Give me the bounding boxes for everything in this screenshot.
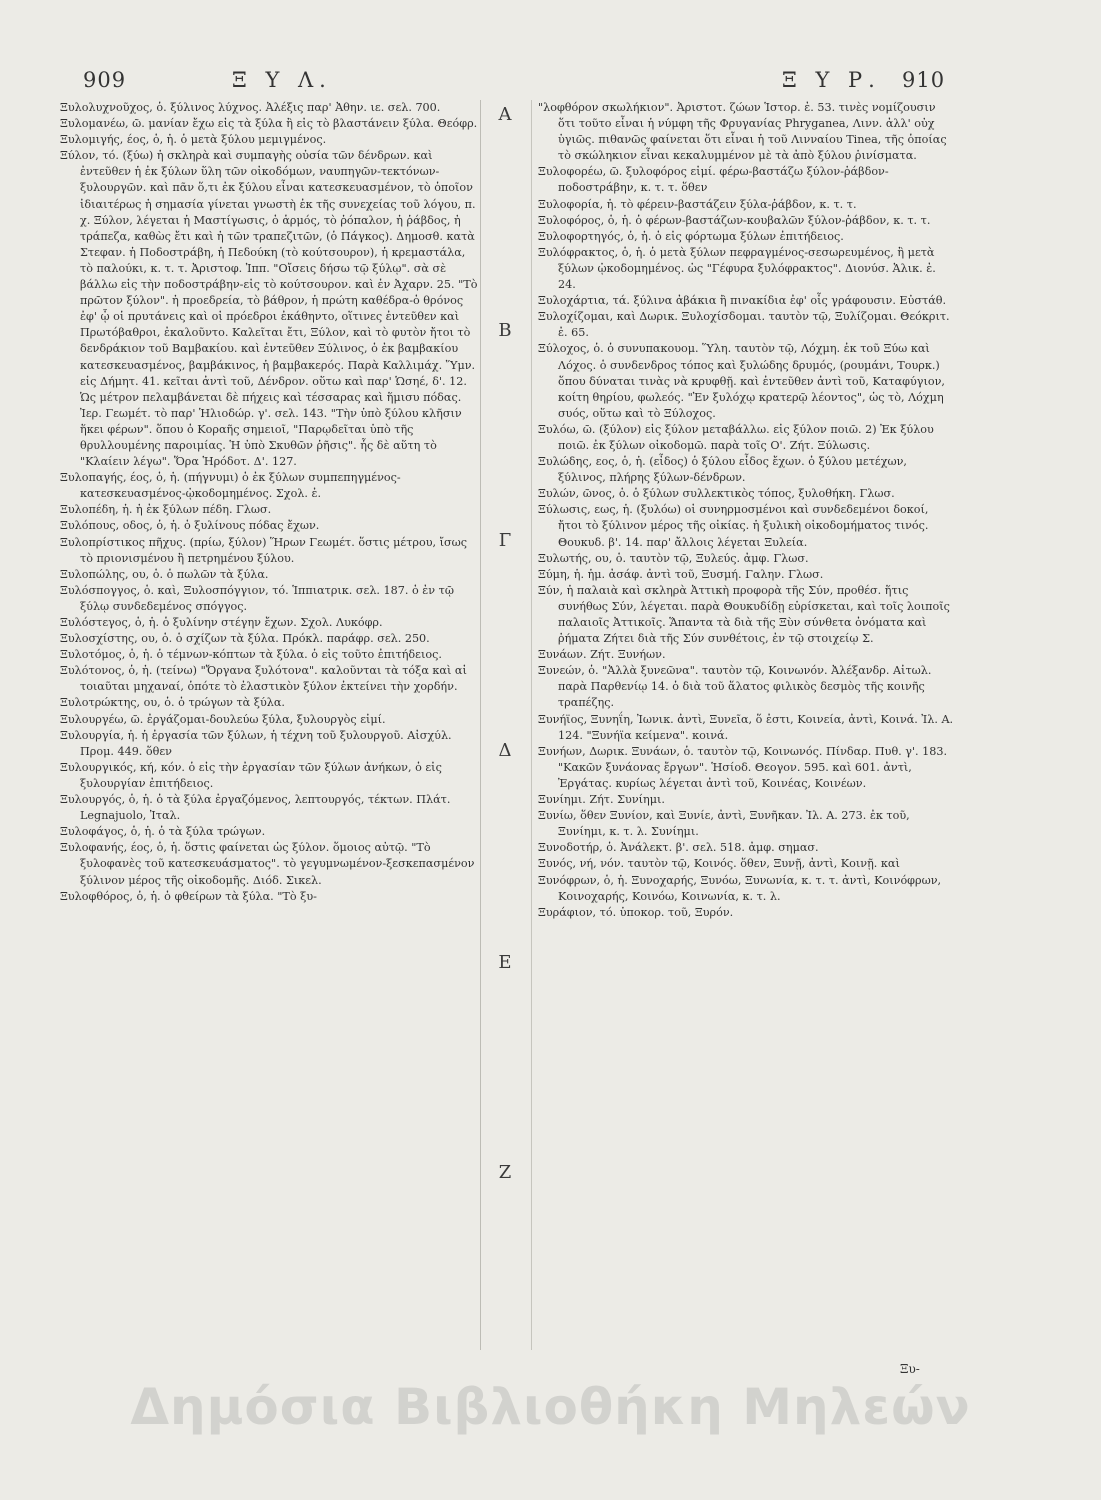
dictionary-entry: Ξυλώδης, εος, ὁ, ἡ. (εἶδος) ὁ ξύλου εἶδος ἔχων. ὁ ξύλου μετέχων, ξύλινος, πλήρης ξύλων-δένδρων.	[538, 455, 907, 485]
right-running-title: Ξ Υ Ρ.	[782, 68, 881, 92]
dictionary-entry: Ξυλουργός, ὁ, ἡ. ὁ τὰ ξύλα ἐργαζόμενος, λεπτουργός, τέκτων. Πλάτ. Legnajuolo, Ἰταλ.	[60, 793, 451, 823]
dictionary-entry: Ξύλον, τό. (ξύω) ἡ σκληρὰ καὶ συμπαγὴς οὐσία τῶν δένδρων. καὶ ἐντεῦθεν ἡ ἐκ ξύλων ὕλη τῶν οἰκοδόμων, ναυπηγῶν-τεκτόνων-ξυλουργῶν. καὶ πᾶν ὅ,τι ἐκ ξύλου εἶναι κατεσκευασμένον, τὸ ὁποῖον ἰδιαιτέρως ἡ σημασία γίνεται γνωστὴ ἐκ τῆς συνεχείας τοῦ λόγου, π. χ. Ξύλον, λέγεται ἡ Μαστίγωσις, ὁ ἁρμός, τὸ ῥόπαλον, ἡ ῥάβδος, ἡ τράπεζα, καθὼς ἔτι καὶ ἡ τῶν τραπεζιτῶν, (ὁ Πάγκος). Δημοσθ. κατὰ Στεφαν. ἡ Ποδοστράβη, ἡ Πεδούκη (τὸ κούτσουρον), ἡ κρεμαστάλα, τὸ παλούκι, κ. τ. τ. Ἀριστοφ. Ἱππ. "Οἴσεις δήσω τῷ ξύλῳ". σὰ σὲ βάλλω εἰς τὴν ποδοστράβην-εἰς τὸ κούτσουρον. καὶ ἐν Ἀχαρν. 25. "Τὸ πρῶτον ξύλον". ἡ προεδρεία, τὸ βάθρον, ἡ πρώτη καθέδρα-ὁ θρόνος ἐφ' ᾧ οἱ πρυτάνεις καὶ οἱ πρόεδροι ἐκάθηντο, οἵτινες ἐντεῦθεν καὶ Πρωτόβαθροι, ἐκαλοῦντο. Καλεῖται ἔτι, Ξύλον, καὶ τὸ φυτὸν ἤτοι τὸ δενδράκιον τοῦ Βαμβακίου. καὶ ἐντεῦθεν Ξύλινος, ὁ ἐκ βαμβακίου κατεσκευασμένος, βαμβάκινος, ἡ βαμβακερός. Παρὰ Καλλιμάχ. Ὕμν. εἰς Δήμητ. 41. κεῖται ἀντὶ τοῦ, Δένδρον. οὕτω καὶ παρ' Ὡσηέ, δ'. 12. Ὡς μέτρον πελαμβάνεται δὲ πήχεις καὶ τέσσαρας καὶ ἥμισυ πόδας. Ἰερ. Γεωμέτ. τὸ παρ' Ἡλιοδώρ. γ'. σελ. 143. "Τὴν ὑπὸ ξύλου κλῆσιν ἥκει φέρων". ὅπου ὁ Κοραῆς σημειοῖ, "Παρῳδεῖται ὑπὸ τῆς θρυλλουμένης παροιμίας. Ἡ ὑπὸ Σκυθῶν ῥῆσις". ἧς δὲ αὕτη τὸ "Κλαίειν λέγω". Ὅρα Ἡρόδοτ. Δ'. 127.	[60, 149, 478, 469]
dictionary-entry: Ξυλότονος, ὁ, ἡ. (τείνω) "Ὄργανα ξυλότονα". καλοῦνται τὰ τόξα καὶ αἱ τοιαῦται μηχαναί, ὁπότε τὸ ἐλαστικὸν ξύλον ἐκτείνει τὴν χορδήν.	[60, 664, 467, 694]
dictionary-entry: Ξυνίω, ὅθεν Ξυνίον, καὶ Ξυνίε, ἀντὶ, Ξυνῆκαν. Ἰλ. Α. 273. ἐκ τοῦ, Ξυνίημι, κ. τ. λ. Συνίημι.	[538, 809, 910, 839]
dictionary-entry: Ξυλοπώλης, ου, ὁ. ὁ πωλῶν τὰ ξύλα.	[60, 567, 269, 581]
dictionary-entry: Ξυλομιγής, έος, ὁ, ἡ. ὁ μετὰ ξύλου μεμιγμένος.	[60, 133, 327, 147]
right-column	[538, 100, 956, 921]
dictionary-entry: Ξυλωτής, ου, ὁ. ταυτὸν τῷ, Ξυλεύς. ἀμφ. Γλωσ.	[538, 551, 809, 565]
dictionary-entry: Ξύν, ἡ παλαιὰ καὶ σκληρὰ Ἀττικὴ προφορὰ τῆς Σύν, προθέσ. ἥτις συνήθως Σύν, λέγεται. παρὰ Θουκυδίδῃ εὑρίσκεται, καὶ τοῖς λοιποῖς παλαιοῖς Ἀττικοῖς. Ἅπαντα τὰ διὰ τῆς Ξὺν σύνθετα ὀνόματα καὶ ῥήματα Ζήτει διὰ τῆς Σύν συνθέτοις, ἐν τῷ στοιχείῳ Σ.	[538, 583, 950, 646]
dictionary-entry: Ξύμη, ἡ. ἡμ. ἀσάφ. ἀντὶ τοῦ, Ξυσμή. Γαλην. Γλωσ.	[538, 567, 824, 581]
section-letter: Ε	[498, 952, 512, 973]
dictionary-entry: Ξυνήων, Δωρικ. Ξυνάων, ὁ. ταυτὸν τῷ, Κοινωνός. Πίνδαρ. Πυθ. γ'. 183. "Κακῶν ξυνάονας ἔργων". Ἡσίοδ. Θεογον. 595. καὶ 601. ἀντὶ, Ἐργάτας. κυρίως λέγεται ἀντὶ τοῦ, Κοινέας, Κοινέων.	[538, 744, 948, 790]
right-page-number: 910	[902, 68, 946, 92]
dictionary-entry: Ξυλολυχνοῦχος, ὁ. ξύλινος λύχνος. Ἀλέξις παρ' Ἀθην. ιε. σελ. 700.	[60, 101, 441, 114]
dictionary-entry: Ξυλόσπογγος, ὁ. καὶ, Ξυλοσπόγγιον, τό. Ἱππιατρικ. σελ. 187. ὁ ἐν τῷ ξύλῳ συνδεδεμένος σπόγγος.	[60, 583, 454, 613]
dictionary-entry: Ξυλόφρακτος, ὁ, ἡ. ὁ μετὰ ξύλων πεφραγμένος-σεσωρευμένος, ἢ μετὰ ξύλων ᾠκοδομημένος. ὡς "Γέφυρα ξυλόφρακτος". Διονύσ. Ἁλικ. ἐ. 24.	[538, 245, 936, 292]
library-watermark: Δημόσια Βιβλιοθήκη Μηλεών	[130, 1378, 971, 1436]
dictionary-entry: Ξυλοπαγής, έος, ὁ, ἡ. (πήγνυμι) ὁ ἐκ ξύλων συμπεπηγμένος-κατεσκευασμένος-ᾠκοδομημένος. Σχολ. ἐ.	[60, 471, 401, 501]
dictionary-entry: Ξυλοτόμος, ὁ, ἡ. ὁ τέμνων-κόπτων τὰ ξύλα. ὁ εἰς τοῦτο ἐπιτήδειος.	[60, 648, 442, 662]
dictionary-entry: Ξυλοπρίστικος πῆχυς. (πρίω, ξύλον) Ἥρων Γεωμέτ. ὅστις μέτρου, ἴσως τὸ πριονισμένου ἢ πετρημένου ξύλου.	[60, 535, 468, 565]
section-letter: Δ	[498, 740, 512, 761]
dictionary-entry: Ξυλοφθόρος, ὁ, ἡ. ὁ φθείρων τὰ ξύλα. "Τὸ ξυ-	[60, 889, 317, 903]
dictionary-entry: Ξυλόπους, οδος, ὁ, ἡ. ὁ ξυλίνους πόδας ἔχων.	[60, 519, 320, 533]
dictionary-entry: Ξυράφιον, τό. ὑποκορ. τοῦ, Ξυρόν.	[538, 905, 734, 919]
dictionary-entry: Ξυνεών, ὁ. "Ἀλλὰ ξυνεῶνα". ταυτὸν τῷ, Κοινωνόν. Ἀλέξανδρ. Αἰτωλ. παρὰ Παρθενίῳ 14. ὁ διὰ τοῦ ἅλατος φιλικὸς δεσμὸς τῆς κοινῆς τραπέζης.	[538, 664, 932, 710]
dictionary-entry: Ξυλοσχίστης, ου, ὁ. ὁ σχίζων τὰ ξύλα. Πρόκλ. παράφρ. σελ. 250.	[60, 632, 430, 646]
dictionary-entry: Ξυνός, νή, νόν. ταυτὸν τῷ, Κοινός. ὅθεν, Ξυνῇ, ἀντὶ, Κοινῇ. καὶ	[538, 857, 900, 871]
column-rule-left	[480, 100, 481, 1350]
dictionary-entry: Ξυλουργέω, ῶ. ἐργάζομαι-δουλεύω ξύλα, ξυλουργὸς εἰμί.	[60, 712, 386, 726]
dictionary-entry: Ξυλουργικός, κή, κόν. ὁ εἰς τὴν ἐργασίαν τῶν ξύλων ἀνήκων, ὁ εἰς ξυλουργίαν ἐπιτήδειος.	[60, 760, 442, 790]
dictionary-entry: Ξυλοφανής, έος, ὁ, ἡ. ὅστις φαίνεται ὡς ξύλον. ὅμοιος αὐτῷ. "Τὸ ξυλοφανὲς τοῦ κατεσκευάσματος". τὸ γεγυμνωμένον-ξεσκεπασμένον ξύλινον μέρος τῆς οἰκοδομῆς. Διόδ. Σικελ.	[60, 841, 475, 887]
section-letter: Β	[498, 320, 512, 341]
dictionary-entry: Ξυλουργία, ἡ. ἡ ἐργασία τῶν ξύλων, ἡ τέχνη τοῦ ξυλουργοῦ. Αἰσχύλ. Προμ. 449. ὅθεν	[60, 728, 452, 758]
dictionary-entry: Ξυλοφορέω, ῶ. ξυλοφόρος εἰμί. φέρω-βαστάζω ξύλον-ῥάβδον-ποδοστράβην, κ. τ. τ. ὅθεν	[538, 165, 889, 195]
section-letter: Α	[498, 104, 512, 125]
dictionary-entry: Ξυνήϊος, Ξυνηΐη, Ἰωνικ. ἀντὶ, Ξυνεῖα, ὅ ἐστι, Κοινεία, ἀντὶ, Κοινά. Ἰλ. Α. 124. "Ξυνήϊα κείμενα". κοινά.	[538, 712, 954, 742]
column-rule-right	[531, 100, 532, 1350]
dictionary-entry: Ξυλοχάρτια, τά. ξύλινα ἀβάκια ἢ πινακίδια ἐφ' οἷς γράφουσιν. Εὐστάθ.	[538, 294, 947, 308]
dictionary-entry: Ξυλοχίζομαι, καὶ Δωρικ. Ξυλοχίσδομαι. ταυτὸν τῷ, Ξυλίζομαι. Θεόκριτ. ἐ. 65.	[538, 310, 950, 340]
catchword: Ξυ-	[900, 1362, 920, 1376]
dictionary-entry: Ξυλοφόρος, ὁ, ἡ. ὁ φέρων-βαστάζων-κουβαλῶν ξύλον-ῥάβδον, κ. τ. τ.	[538, 213, 931, 227]
dictionary-entry: Ξυλόστεγος, ὁ, ἡ. ὁ ξυλίνην στέγην ἔχων. Σχολ. Λυκόφρ.	[60, 616, 383, 629]
dictionary-entry: Ξυλοπέδη, ἡ. ἡ ἐκ ξύλων πέδη. Γλωσ.	[60, 503, 272, 517]
section-letter: Ζ	[498, 1162, 512, 1183]
dictionary-entry: Ξυλοφορία, ἡ. τὸ φέρειν-βαστάζειν ξύλα-ῥάβδον, κ. τ. τ.	[538, 197, 857, 211]
dictionary-entry: Ξυλομανέω, ῶ. μανίαν ἔχω εἰς τὰ ξύλα ἢ εἰς τὸ βλαστάνειν ξύλα. Θεόφρ.	[60, 117, 478, 131]
dictionary-entry: Ξυλοφάγος, ὁ, ἡ. ὁ τὰ ξύλα τρώγων.	[60, 825, 266, 839]
left-column	[60, 100, 478, 905]
dictionary-entry: Ξύλωσις, εως, ἡ. (ξυλόω) οἱ συνηρμοσμένοι καὶ συνδεδεμένοι δοκοί, ἤτοι τὸ ξύλινον μέρος τῆς οἰκίας. ἡ ξυλικὴ οἰκοδομήματος τινός. Θουκυδ. β'. 14. παρ' ἄλλοις λέγεται Ξυλεία.	[538, 503, 929, 549]
dictionary-entry: Ξυνίημι. Ζήτ. Συνίημι.	[538, 793, 665, 807]
dictionary-entry: Ξυλοτρώκτης, ου, ὁ. ὁ τρώγων τὰ ξύλα.	[60, 696, 285, 710]
dictionary-entry: Ξυνοδοτήρ, ὁ. Ἀνάλεκτ. β'. σελ. 518. ἀμφ. σημασ.	[538, 841, 819, 855]
left-page-number: 909	[83, 68, 127, 92]
left-running-title: Ξ Υ Λ.	[232, 68, 332, 92]
dictionary-entry: Ξυλοφορτηγός, ὁ, ἡ. ὁ εἰς φόρτωμα ξύλων ἐπιτήδειος.	[538, 229, 844, 243]
dictionary-entry: Ξύλοχος, ὁ. ὁ συνυπακουομ. Ὕλη. ταυτὸν τῷ, Λόχμη. ἐκ τοῦ Ξύω καὶ Λόχος. ὁ συνδενδρος τόπος καὶ ξυλώδης δρυμός, (ρουμάνι, Τουρκ.) ὅπου δύναται τινὰς νὰ κρυφθῇ. καὶ ἐντεῦθεν ἀντὶ τοῦ, Καταφύγιον, κοίτη θηρίου, φωλεός. "Ἐν ξυλόχῳ κρατερῷ λέοντος", ὡς τὸ, Λόχμη συός, οὕτω καὶ τὸ Ξύλοχος.	[538, 342, 945, 420]
section-letter: Γ	[498, 530, 512, 551]
dictionary-entry: Ξυνάων. Ζήτ. Ξυνήων.	[538, 648, 666, 662]
dictionary-entry: "λοφθόρον σκωλήκιον". Ἀριστοτ. ζώων Ἱστορ. ἐ. 53. τινὲς νομίζουσιν ὅτι τοῦτο εἶναι ἡ νύμφη τῆς Φρυγανίας Phryganea, Λινν. ἀλλ' οὐχ ὑγιῶς. πιθανῶς φαίνεται ὅτι εἶναι ἡ τοῦ Λινναίου Tinea, τῆς ὁποίας τὸ σκώληκιον εἶναι κεκαλυμμένον μὲ τὰ ἀπὸ ξύλου ῥινίσματα.	[538, 101, 947, 163]
dictionary-entry: Ξυλόω, ῶ. (ξύλον) εἰς ξύλον μεταβάλλω. εἰς ξύλον ποιῶ. 2) Ἐκ ξύλου ποιῶ. ἐκ ξύλων οἰκοδομῶ. παρὰ τοῖς Ο'. Ζήτ. Ξύλωσις.	[538, 422, 934, 452]
dictionary-entry: Ξυλών, ῶνος, ὁ. ὁ ξύλων συλλεκτικὸς τόπος, ξυλοθήκη. Γλωσ.	[538, 487, 895, 501]
dictionary-entry: Ξυνόφρων, ὁ, ἡ. Ξυνοχαρής, Ξυνόω, Ξυνωνία, κ. τ. τ. ἀντὶ, Κοινόφρων, Κοινοχαρής, Κοινόω, Κοινωνία, κ. τ. λ.	[538, 873, 942, 903]
